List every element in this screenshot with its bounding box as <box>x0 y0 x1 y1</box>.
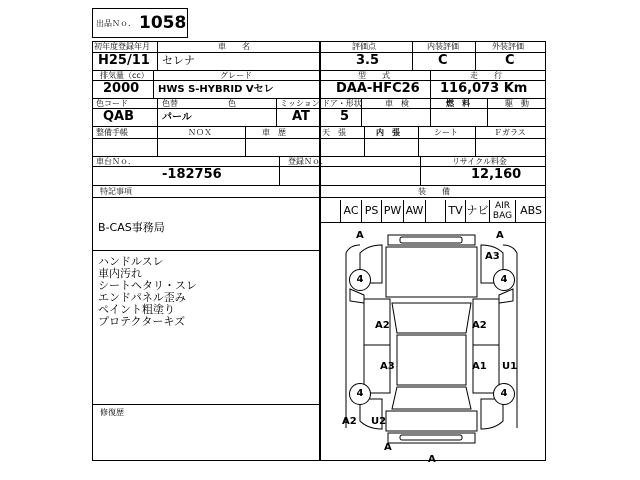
seat-label: シート <box>434 128 458 137</box>
divider <box>430 70 431 98</box>
displacement: 2000 <box>103 81 140 96</box>
right-mirror-outline <box>499 289 513 303</box>
divider <box>475 126 476 156</box>
divider <box>475 41 476 70</box>
divider <box>418 126 419 156</box>
mission: AT <box>292 109 310 124</box>
notes-header: 特記事項 <box>100 187 132 196</box>
notes-list <box>98 256 313 328</box>
note-line: エンドパネル歪み <box>98 291 186 304</box>
manual-label: 整備手帳 <box>96 128 128 137</box>
damage-left-door: A3 <box>380 361 395 372</box>
damage-rear-left-u: U2 <box>371 416 387 427</box>
grade: HWS S-HYBRID Vセレ <box>158 84 274 95</box>
color-type: パール <box>162 112 192 123</box>
doors: 5 <box>340 109 350 124</box>
note-line: プロテクターキズ <box>98 315 186 328</box>
exterior-label: 外装評価 <box>492 42 524 51</box>
colortype-label: 色替 <box>162 99 178 108</box>
interior-grade: C <box>438 53 448 68</box>
tire-front-left: 4 <box>349 269 371 291</box>
damage-rear-bumper-left: A <box>384 442 392 453</box>
note-line: シートヘタリ・スレ <box>98 279 197 292</box>
note-line: 車内汚れ <box>98 267 142 280</box>
damage-front-right: A <box>496 230 504 241</box>
divider <box>92 250 319 251</box>
divider <box>157 98 158 126</box>
repair-history-label: 修復歴 <box>100 408 124 417</box>
name-label: 車 名 <box>218 42 250 51</box>
divider <box>279 156 280 185</box>
model-label: 型 式 <box>358 71 390 80</box>
divider <box>157 41 158 70</box>
equipment-cell-blank <box>319 200 341 222</box>
color-label: 色 <box>228 99 236 108</box>
year-label: 初年度登録年月 <box>94 42 150 51</box>
recycle-fee: 12,160 <box>471 167 522 182</box>
exterior-grade: C <box>505 53 515 68</box>
hood-outline <box>386 247 477 297</box>
interior-label: 内装評価 <box>427 42 459 51</box>
equipment-blank <box>426 200 446 222</box>
fuel-label: 燃 料 <box>446 99 470 108</box>
equipment-header: 装 備 <box>418 187 450 196</box>
damage-right-door-u: U1 <box>502 361 518 372</box>
divider <box>276 98 277 126</box>
mileage-label: 走 行 <box>470 71 502 80</box>
equipment-aw: AW <box>404 200 426 222</box>
rear-glass-outline <box>392 387 471 409</box>
model-code: DAA-HFC26 <box>336 81 420 96</box>
drive-label: 駆 動 <box>505 99 529 108</box>
chassis-number: -182756 <box>162 167 222 182</box>
listing-number-box <box>92 8 188 38</box>
divider <box>92 404 319 405</box>
history-label: 車 歴 <box>262 128 286 137</box>
grade-label: グレード <box>220 71 252 80</box>
divider <box>245 126 246 156</box>
tire-rear-right: 4 <box>493 383 515 405</box>
equipment-ac: AC <box>341 200 362 222</box>
front-glass-label: Ｆガラス <box>494 128 526 137</box>
note-line: ハンドルスレ <box>98 255 164 268</box>
left-mirror-outline <box>350 289 364 303</box>
grille-outline <box>400 237 462 243</box>
listing-number-label: 出品Ｎｏ． <box>96 19 136 28</box>
equipment-abs: ABS <box>520 204 542 217</box>
evaluation-score: 3.5 <box>356 53 380 68</box>
divider <box>364 126 365 156</box>
doors-label: ドア・形状 <box>322 99 362 108</box>
tire-rear-left: 4 <box>349 383 371 405</box>
roof-outline <box>397 335 466 385</box>
car-name: セレナ <box>162 54 195 67</box>
equipment-airbag: AIR BAG <box>490 200 516 222</box>
chassis-label: 車台Ｎｏ． <box>96 157 136 166</box>
back-door-outline <box>386 411 477 431</box>
damage-front-left: A <box>356 230 364 241</box>
divider <box>153 70 154 98</box>
damage-right-door: A1 <box>472 361 487 372</box>
divider <box>157 126 158 156</box>
divider <box>319 41 321 191</box>
mission-label: ミッション <box>280 99 320 108</box>
equipment-tv: TV <box>446 200 466 222</box>
damage-rear-bumper-mid: A <box>428 454 436 465</box>
first-registration: H25/11 <box>98 53 150 68</box>
inspection-label: 車 検 <box>385 99 409 108</box>
equipment-pw: PW <box>382 200 404 222</box>
left-front-corner <box>346 245 360 253</box>
damage-hood-left: A2 <box>375 320 390 331</box>
windshield-outline <box>392 303 471 333</box>
color-code: QAB <box>103 109 135 124</box>
mileage: 116,073 Km <box>440 81 528 96</box>
right-front-corner <box>503 245 517 253</box>
rear-bumper-trim <box>400 435 462 440</box>
divider <box>430 98 431 126</box>
divider <box>92 138 546 139</box>
damage-rear-left: A2 <box>342 416 357 427</box>
recycle-label: リサイクル料金 <box>452 157 507 166</box>
divider <box>412 41 413 70</box>
interior-lining-label: 内 張 <box>376 128 400 137</box>
damage-right-fender: A3 <box>485 251 500 262</box>
divider <box>420 156 421 185</box>
score-label: 評価点 <box>352 42 376 51</box>
roof-label: 天 張 <box>322 128 346 137</box>
divider <box>487 98 488 126</box>
notes-main: B-CAS事務局 <box>98 221 165 234</box>
equipment-navi: ナビ <box>466 200 490 222</box>
tire-front-right: 4 <box>493 269 515 291</box>
right-doors-outline <box>473 299 499 393</box>
damage-hood-right: A2 <box>472 320 487 331</box>
displacement-label: 排気量（cc） <box>100 71 149 80</box>
listing-number: 1058 <box>139 13 187 33</box>
colorcode-label: 色コード <box>96 99 128 108</box>
left-doors-outline <box>364 299 390 393</box>
nox-label: ＮＯＸ <box>188 128 212 137</box>
equipment-ps: PS <box>362 200 382 222</box>
registration-label: 登録Ｎｏ． <box>288 157 328 166</box>
note-line: ペイント粗塗り <box>98 303 175 316</box>
divider <box>92 126 546 127</box>
